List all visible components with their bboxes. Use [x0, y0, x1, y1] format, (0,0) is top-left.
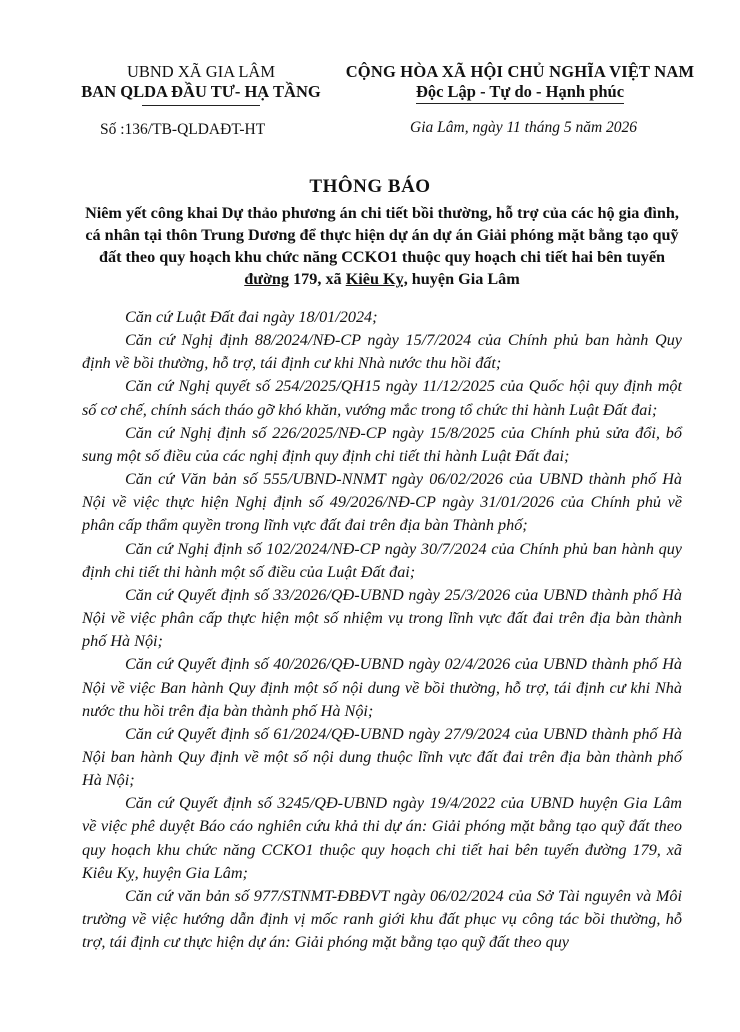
document-subject	[82, 202, 682, 290]
legal-basis-paragraph: Căn cứ Quyết định số 3245/QĐ-UBND ngày 19/4/2022 của UBND huyện Gia Lâm về việc phê duyệt Báo cáo nghiên cứu khả thi dự án: Giải phóng mặt bằng tạo quỹ đất theo quy hoạch khu chức năng CCKO1 thuộc quy hoạch chi tiết hai bên tuyến đường 179, xã Kiêu Kỵ, huyện Gia Lâm;	[82, 794, 682, 882]
legal-basis-paragraph: Căn cứ Luật Đất đai ngày 18/01/2024;	[125, 308, 378, 326]
subject-text-3: , huyện Gia Lâm	[403, 270, 520, 288]
national-motto-block	[330, 62, 710, 104]
legal-basis-section	[82, 306, 682, 954]
place-date: Gia Lâm, ngày 11 tháng 5 năm 2026	[410, 119, 638, 136]
agency-underline	[142, 105, 260, 106]
legal-basis-paragraph: Căn cứ văn bản số 977/STNMT-ĐBĐVT ngày 06/02/2024 của Sở Tài nguyên và Môi trường về việc hướng dẫn định vị mốc ranh giới khu đất phục vụ công tác bồi thường, hỗ trợ, tái định cư thực hiện dự án: Giải phóng mặt bằng tạo quỹ đất theo quy	[82, 886, 682, 952]
legal-basis-paragraph: Căn cứ Quyết định số 40/2026/QĐ-UBND ngày 02/4/2026 của UBND thành phố Hà Nội về việc Ban hành Quy định một số nội dung về bồi thường, hỗ trợ, tái định cư khi Nhà nước thu hồi trên địa bàn thành phố Hà Nội;	[82, 655, 682, 720]
legal-basis-paragraph: Căn cứ Nghị quyết số 254/2025/QH15 ngày 11/12/2025 của Quốc hội quy định một số cơ chế, chính sách tháo gỡ khó khăn, vướng mắc trong tổ chức thi hành Luật Đất đai;	[82, 377, 682, 419]
legal-basis-paragraph: Căn cứ Quyết định số 61/2024/QĐ-UBND ngày 27/9/2024 của UBND thành phố Hà Nội ban hành Quy định về một số nội dung thuộc lĩnh vực đất đai trên địa bàn thành phố Hà Nội;	[82, 724, 682, 790]
parent-agency: UBND XÃ GIA LÂM	[126, 62, 276, 81]
subject-underlined-2: Kiêu Kỵ	[345, 270, 404, 288]
subject-text-2: 179, xã	[289, 270, 346, 288]
national-motto: Độc Lập - Tự do - Hạnh phúc	[416, 82, 624, 104]
legal-basis-paragraph: Căn cứ Nghị định 88/2024/NĐ-CP ngày 15/7/2024 của Chính phủ ban hành Quy định về bồi thường, hỗ trợ, tái định cư khi Nhà nước thu hồi đất;	[82, 331, 682, 373]
legal-basis-paragraph: Căn cứ Văn bản số 555/UBND-NNMT ngày 06/02/2026 của UBND thành phố Hà Nội về việc thực hiện Nghị định số 49/2026/NĐ-CP ngày 31/01/2026 của Chính phủ về phân cấp thẩm quyền trong lĩnh vực đất đai trên địa bàn Thành phố;	[82, 470, 682, 535]
legal-basis-paragraph: Căn cứ Nghị định số 226/2025/NĐ-CP ngày 15/8/2025 của Chính phủ sửa đổi, bổ sung một số điều của các nghị định quy định chi tiết thi hành Luật Đất đai;	[82, 423, 682, 465]
subject-underlined-1: đường	[244, 270, 290, 288]
legal-basis-paragraph: Căn cứ Quyết định số 33/2026/QĐ-UBND ngày 25/3/2026 của UBND thành phố Hà Nội về việc phân cấp thực hiện một số nhiệm vụ trong lĩnh vực đất đai trên địa bàn thành phố Hà Nội;	[82, 585, 682, 651]
document-title: THÔNG BÁO	[309, 176, 431, 197]
issuing-agency-block	[66, 62, 336, 106]
issuing-agency: BAN QLDA ĐẦU TƯ- HẠ TẦNG	[81, 82, 321, 101]
subject-text-1: Niêm yết công khai Dự thảo phương án chi tiết bồi thường, hỗ trợ của các hộ gia đình, cá nhân tại thôn Trung Dương để thực hiện dự án dự án Giải phóng mặt bằng tạo quỹ đất theo quy hoạch khu chức năng CCKO1 thuộc quy hoạch chi tiết hai bên tuyến	[85, 204, 679, 266]
country-name: CỘNG HÒA XÃ HỘI CHỦ NGHĨA VIỆT NAM	[345, 62, 695, 81]
legal-basis-paragraph: Căn cứ Nghị định số 102/2024/NĐ-CP ngày 30/7/2024 của Chính phủ ban hành quy định chi tiết thi hành một số điều của Luật Đất đai;	[82, 539, 682, 581]
document-number: Số :136/TB-QLDAĐT-HT	[100, 121, 266, 138]
